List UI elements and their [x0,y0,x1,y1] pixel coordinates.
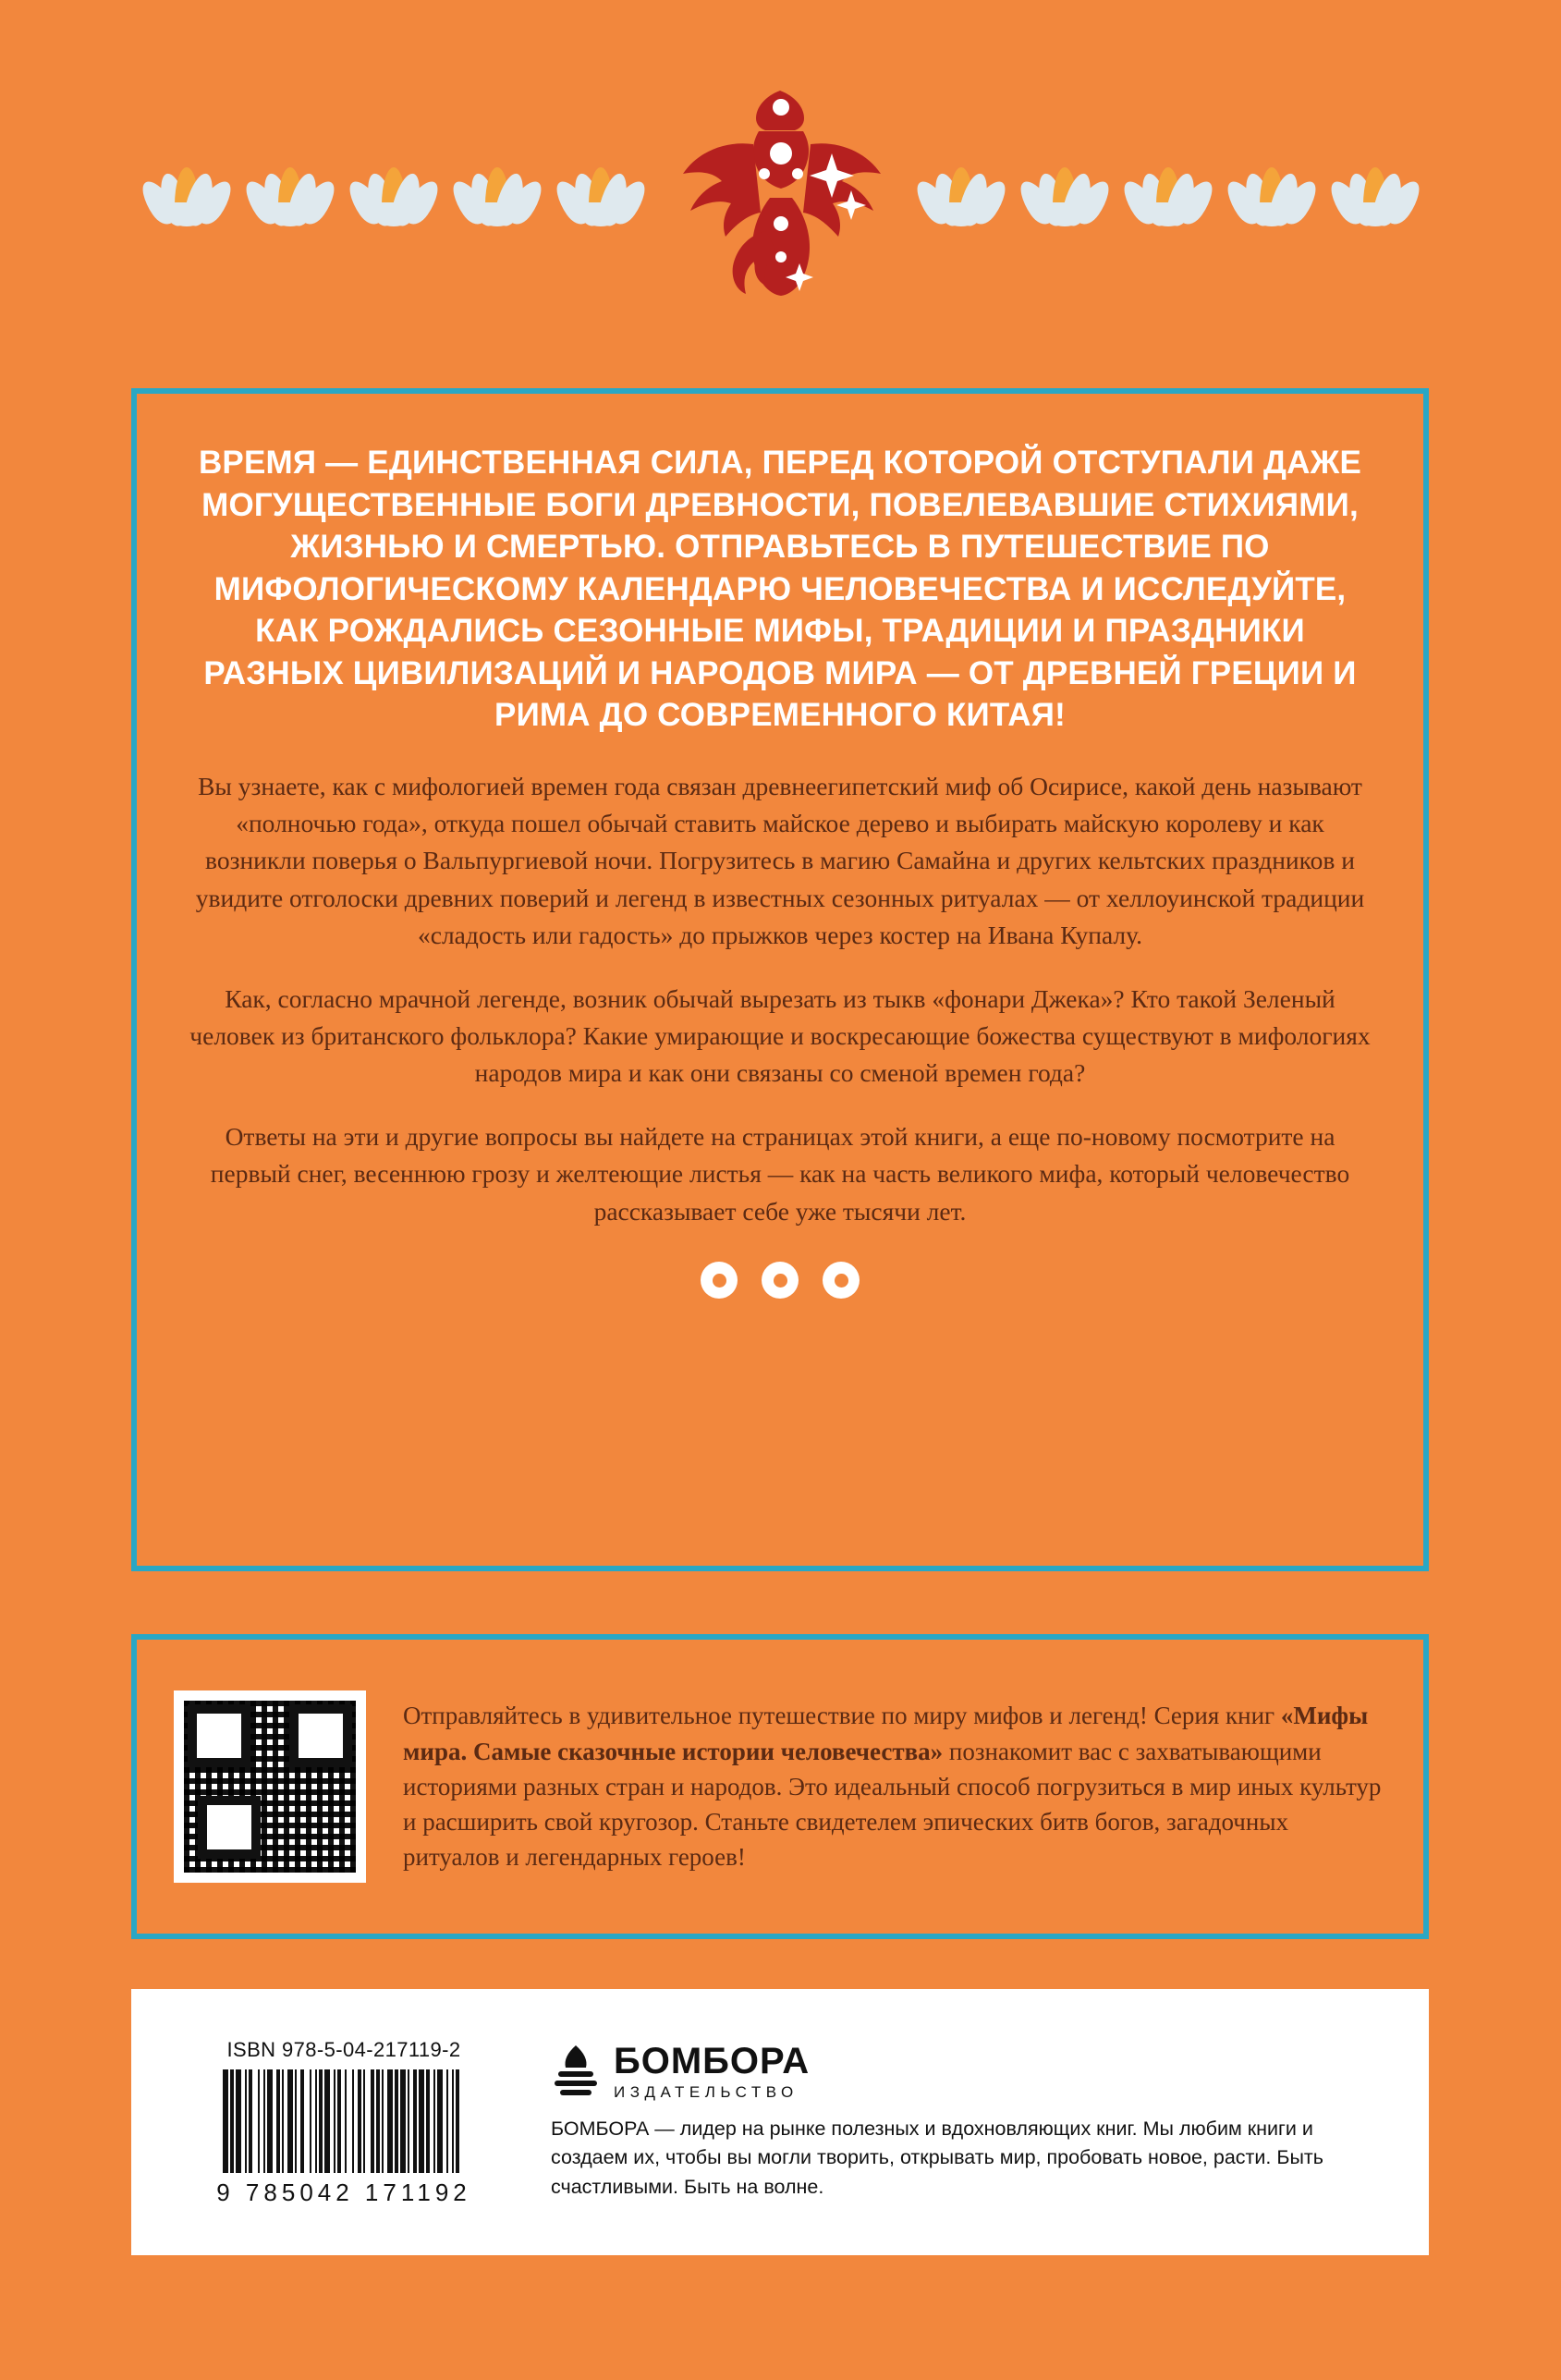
lotus-icon [1232,158,1311,226]
series-text-before: Отправляйтесь в удивительное путешествие по миру мифов и легенд! Серия книг [403,1702,1281,1730]
barcode-digits: 9 785042 171192 [216,2178,471,2206]
firebird-emblem-icon [657,85,905,299]
blurb-panel [131,388,1429,1571]
lotus-icon [147,158,226,226]
lotus-icon [921,158,1001,226]
series-text-after: познакомит вас с захватывающими историями разных стран и народов. Это идеальный способ погрузиться в мир иных культур и расширить свой кругозор. Станьте свидетелем эпических битв богов, загадочных ритуалов и легендарных героев! [403,1737,1382,1872]
footer-bar [131,1989,1429,2255]
publisher-name: БОМБОРА [614,2040,811,2081]
dot-divider [187,1262,1373,1299]
isbn-number: ISBN 978-5-04-217119-2 [226,2037,461,2061]
lotus-icon [457,158,537,226]
dot-icon [823,1262,860,1299]
lotus-row-right [921,158,1415,226]
publisher-logo-row [551,2040,1364,2102]
lotus-icon [1128,158,1208,226]
publisher-subtitle: ИЗДАТЕЛЬСТВО [614,2082,799,2101]
blurb-paragraph-3: Ответы на эти и другие вопросы вы найдете на страницах этой книги, а еще по-новому посмотрите на первый снег, весеннюю грозу и желтеющие листья — как на часть великого мифа, который человечество рассказывает себе уже тысячи лет. [210,1121,1350,1226]
dot-icon [701,1262,738,1299]
lotus-icon [561,158,640,226]
dot-icon [762,1262,799,1299]
bombora-mark-icon [551,2044,601,2101]
lotus-row-left [147,158,640,226]
isbn-block [131,2038,529,2207]
top-ornament-band [0,72,1561,312]
series-description [403,1698,1386,1875]
lotus-icon [250,158,330,226]
lede-text: ВРЕМЯ — ЕДИНСТВЕННАЯ СИЛА, ПЕРЕД КОТОРОЙ ОТСТУПАЛИ ДАЖЕ МОГУЩЕСТВЕННЫЕ БОГИ ДРЕВНОСТИ, ПОВЕЛЕВАВШИЕ СТИХИЯМИ, ЖИЗНЬЮ И СМЕРТЬЮ. ОТПРАВЬТЕСЬ В ПУТЕШЕСТВИЕ ПО МИФОЛОГИЧЕСКОМУ КАЛЕНДАРЮ ЧЕЛОВЕЧЕСТВА И ИССЛЕДУЙТЕ, КАК РОЖДАЛИСЬ СЕЗОННЫЕ МИФЫ, ТРАДИЦИИ И ПРАЗДНИКИ РАЗНЫХ ЦИВИЛИЗАЦИЙ И НАРОДОВ МИРА — ОТ ДРЕВНЕЙ ГРЕЦИИ И РИМА ДО СОВРЕМЕННОГО КИТАЯ! [198,445,1362,733]
series-title: «Мифы мира. Самые сказочные истории человечества» [403,1702,1369,1765]
qr-code-icon[interactable] [174,1690,366,1883]
lotus-icon [1335,158,1415,226]
blurb-paragraph-2: Как, согласно мрачной легенде, возник обычай вырезать из тыкв «фонари Джека»? Кто такой Зеленый человек из британского фольклора? Какие умирающие и воскресающие божества существуют в мифологиях народов мира и как они связаны со сменой времен года? [189,983,1371,1088]
lotus-icon [354,158,433,226]
publisher-block [529,2040,1392,2202]
publisher-description: БОМБОРА — лидер на рынке полезных и вдохновляющих книг. Мы любим книги и создаем их, чтобы вы могли творить, открывать мир, пробовать новое, расти. Быть счастливыми. Быть на волне. [551,2117,1323,2198]
blurb-paragraph-1: Вы узнаете, как с мифологией времен года связан древнеегипетский миф об Осирисе, какой день называют «полночью года», откуда пошел обычай ставить майское дерево и выбирать майскую королеву и как возникли поверья о Вальпургиевой ночи. Погрузитесь в магию Самайна и других кельтских праздников и увидите отголоски древних поверий и легенд в известных сезонных ритуалах — от хеллоуинской традиции «сладость или гадость» до прыжков через костер на Ивана Купалу. [195,771,1365,950]
barcode-icon [191,2069,496,2173]
lotus-icon [1025,158,1104,226]
series-panel [131,1634,1429,1939]
